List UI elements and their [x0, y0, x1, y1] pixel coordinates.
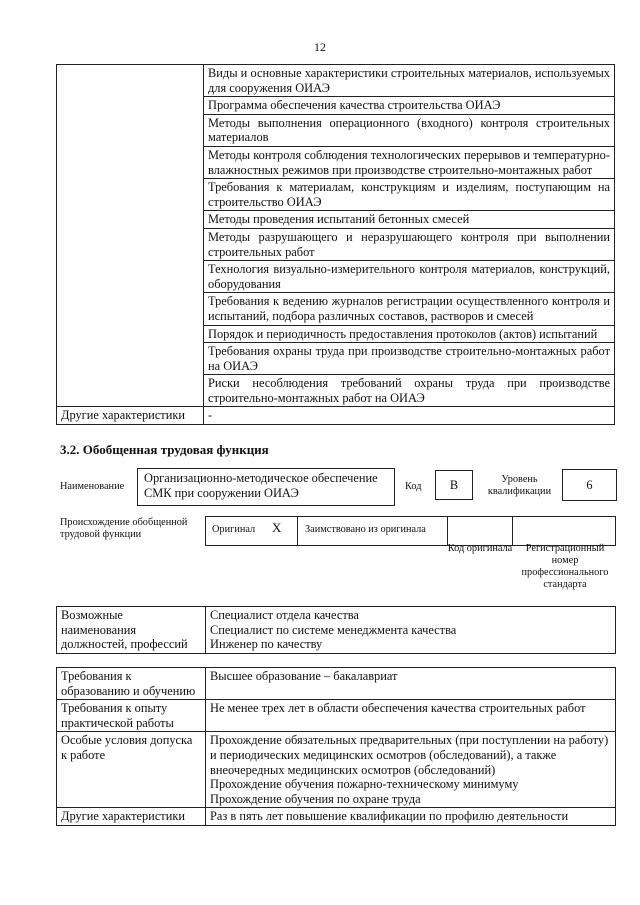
origin-label: Происхождение обобщенной трудовой функции — [60, 517, 188, 540]
knowledge-item: Требования к ведению журналов регистрации осуществленного контроля и испытаний, подбора различных составов, растворов и смесей — [204, 293, 615, 325]
knowledge-item: Методы проведения испытаний бетонных смесей — [204, 211, 615, 229]
knowledge-item: Риски несоблюдения требований охраны труда при производстве строительно-монтажных работ на ОИАЭ — [204, 375, 615, 407]
table-row — [57, 407, 615, 425]
position-title: Специалист отдела качества — [210, 608, 359, 622]
table-row — [57, 65, 615, 97]
admission-label: Особые условия допуска к работе — [57, 732, 206, 808]
admission-values — [206, 732, 616, 808]
other-value: Раз в пять лет повышение квалификации по профилю деятельности — [210, 809, 569, 824]
education-value: Высшее образование – бакалавриат — [210, 669, 398, 683]
table-row — [57, 668, 616, 700]
page-number: 12 — [314, 40, 326, 54]
code-label: Код — [405, 481, 422, 492]
knowledge-item: Программа обеспечения качества строительства ОИАЭ — [204, 97, 615, 115]
table-row — [57, 808, 616, 826]
table-cell-empty — [57, 65, 204, 407]
original-mark: X — [272, 520, 282, 535]
section-title: 3.2. Обобщенная трудовая функция — [60, 442, 269, 457]
position-title: Специалист по системе менеджмента качества — [210, 622, 457, 637]
divider — [297, 516, 298, 546]
knowledge-item: Методы выполнения операционного (входного) контроля строительных материалов — [204, 114, 615, 146]
experience-label: Требования к опыту практической работы — [57, 700, 206, 732]
divider — [512, 516, 513, 546]
other-label: Другие характеристики — [57, 808, 206, 826]
knowledge-item: Требования к материалам, конструкциям и изделиям, поступающим на строительство ОИАЭ — [204, 179, 615, 211]
requirements-table — [56, 667, 616, 826]
positions-table — [56, 606, 616, 654]
positions-values — [206, 607, 616, 654]
table-row — [57, 700, 616, 732]
education-values — [206, 668, 616, 700]
other-characteristics-label: Другие характеристики — [57, 407, 204, 425]
education-label: Требования к образованию и обучению — [57, 668, 206, 700]
other-characteristics-value: - — [204, 407, 615, 425]
level-value: 6 — [562, 469, 617, 501]
level-label: Уровень квалификации — [487, 474, 552, 497]
admission-value: Прохождение обязательных предварительных (при поступлении на работу) и периодических медицинских осмотров (обследований), а также внеочередных медицинских осмотров (обследований) — [210, 733, 609, 777]
knowledge-item: Виды и основные характеристики строительных материалов, используемых для сооружения ОИАЭ — [204, 65, 615, 97]
knowledge-item: Методы контроля соблюдения технологических перерывов и температурно-влажностных режимов при производстве строительно-монтажных работ — [204, 146, 615, 178]
name-label: Наименование — [60, 481, 125, 492]
original-label: Оригинал — [212, 524, 256, 535]
positions-label: Возможные наименования должностей, профессий — [57, 607, 206, 654]
admission-value: Прохождение обучения пожарно-техническому минимуму — [210, 777, 519, 792]
code-original-caption: Код оригинала — [447, 543, 513, 554]
borrowed-label: Заимствовано из оригинала — [305, 524, 426, 535]
table-row — [57, 607, 616, 654]
position-title: Инженер по качеству — [210, 637, 323, 652]
admission-value: Прохождение обучения по охране труда — [210, 791, 421, 806]
registration-number-caption: Регистрационный номер профессионального стандарта — [521, 543, 609, 590]
table-row — [57, 732, 616, 808]
knowledge-item: Технология визуально-измерительного контроля материалов, конструкций, оборудования — [204, 261, 615, 293]
experience-values — [206, 700, 616, 732]
divider — [447, 516, 448, 546]
knowledge-item: Порядок и периодичность предоставления протоколов (актов) испытаний — [204, 325, 615, 343]
experience-value: Не менее трех лет в области обеспечения качества строительных работ — [210, 701, 586, 716]
name-value: Организационно-методическое обеспечение СМК при сооружении ОИАЭ — [137, 468, 395, 506]
knowledge-item: Требования охраны труда при производстве строительно-монтажных работ на ОИАЭ — [204, 343, 615, 375]
code-value: B — [435, 470, 473, 500]
knowledge-table — [56, 64, 615, 425]
knowledge-item: Методы разрушающего и неразрушающего контроля при выполнении строительных работ — [204, 228, 615, 260]
other-values — [206, 808, 616, 826]
